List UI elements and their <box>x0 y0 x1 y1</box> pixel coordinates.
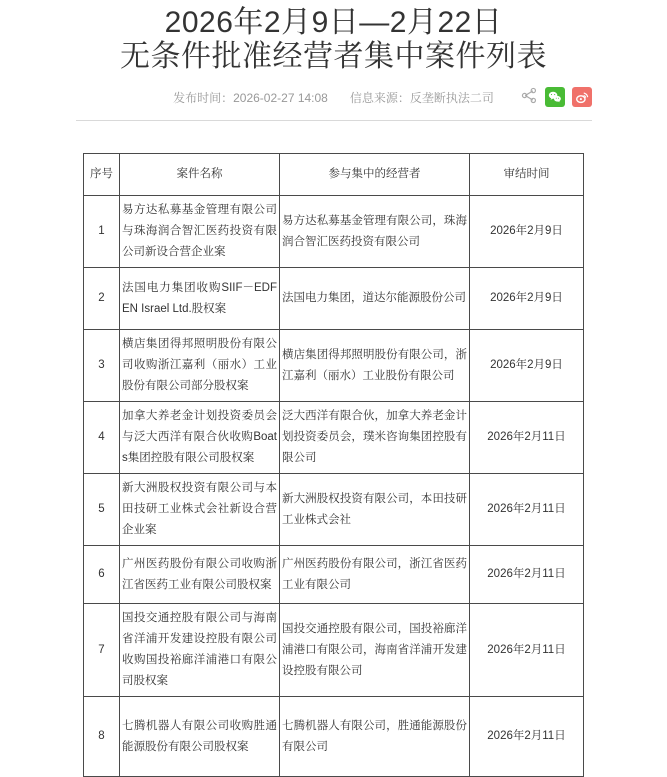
case-name-cell: 横店集团得邦照明股份有限公司收购浙江嘉利（丽水）工业股份有限公司部分股权案 <box>120 330 280 402</box>
cases-table <box>83 153 584 777</box>
case-number-cell: 5 <box>84 474 120 546</box>
weibo-share-button[interactable] <box>572 87 592 107</box>
publish-time-label: 发布时间： <box>173 91 234 105</box>
parties-cell: 泛大西洋有限合伙，加拿大养老金计划投资委员会，璞米咨询集团控股有限公司 <box>280 402 470 474</box>
case-name-cell: 新大洲股权投资有限公司与本田技研工业株式会社新设合营企业案 <box>120 474 280 546</box>
case-name-cell: 易方达私募基金管理有限公司与珠海润合智汇医药投资有限公司新设合营企业案 <box>120 196 280 268</box>
column-header-case-name: 案件名称 <box>120 154 280 196</box>
share-toolbar <box>521 87 592 107</box>
close-date-cell: 2026年2月9日 <box>470 196 584 268</box>
share-nodes-icon <box>521 87 538 107</box>
close-date-cell: 2026年2月9日 <box>470 268 584 330</box>
source-value: 反垄断执法二司 <box>409 91 494 105</box>
publish-time-value: 2026-02-27 14:08 <box>233 91 328 105</box>
case-name-cell: 国投交通控股有限公司与海南省洋浦开发建设控股有限公司收购国投裕廊洋浦港口有限公司股权案 <box>120 604 280 697</box>
table-row <box>84 330 584 402</box>
close-date-cell: 2026年2月11日 <box>470 402 584 474</box>
article-content <box>76 0 592 777</box>
case-number-cell: 3 <box>84 330 120 402</box>
wechat-icon <box>545 87 565 107</box>
parties-cell: 七腾机器人有限公司，胜通能源股份有限公司 <box>280 697 470 777</box>
case-number-cell: 8 <box>84 697 120 777</box>
parties-cell: 广州医药股份有限公司，浙江省医药工业有限公司 <box>280 546 470 604</box>
case-number-cell: 4 <box>84 402 120 474</box>
page-title-line2: 无条件批准经营者集中案件列表 <box>120 40 547 73</box>
wechat-share-button[interactable] <box>545 87 565 107</box>
table-row <box>84 268 584 330</box>
page-title <box>76 0 592 74</box>
parties-cell: 新大洲股权投资有限公司，本田技研工业株式会社 <box>280 474 470 546</box>
table-row <box>84 546 584 604</box>
article-meta-row <box>76 87 592 109</box>
case-number-cell: 1 <box>84 196 120 268</box>
case-name-cell: 广州医药股份有限公司收购浙江省医药工业有限公司股权案 <box>120 546 280 604</box>
table-row <box>84 474 584 546</box>
table-row <box>84 697 584 777</box>
parties-cell: 国投交通控股有限公司，国投裕廊洋浦港口有限公司，海南省洋浦开发建设控股有限公司 <box>280 604 470 697</box>
case-name-cell: 法国电力集团收购SIIF－EDF EN Israel Ltd.股权案 <box>120 268 280 330</box>
share-button[interactable] <box>521 87 538 107</box>
close-date-cell: 2026年2月11日 <box>470 604 584 697</box>
header-divider <box>76 120 592 121</box>
parties-cell: 易方达私募基金管理有限公司，珠海润合智汇医药投资有限公司 <box>280 196 470 268</box>
column-header-close-date: 审结时间 <box>470 154 584 196</box>
column-header-parties: 参与集中的经营者 <box>280 154 470 196</box>
parties-cell: 横店集团得邦照明股份有限公司，浙江嘉利（丽水）工业股份有限公司 <box>280 330 470 402</box>
case-number-cell: 7 <box>84 604 120 697</box>
case-number-cell: 6 <box>84 546 120 604</box>
column-header-no: 序号 <box>84 154 120 196</box>
case-name-cell: 加拿大养老金计划投资委员会与泛大西洋有限合伙收购Boats集团控股有限公司股权案 <box>120 402 280 474</box>
table-header-row <box>84 154 584 196</box>
table-row <box>84 196 584 268</box>
source-label: 信息来源： <box>349 91 410 105</box>
table-row <box>84 402 584 474</box>
close-date-cell: 2026年2月11日 <box>470 546 584 604</box>
close-date-cell: 2026年2月11日 <box>470 474 584 546</box>
article-meta <box>76 87 592 109</box>
case-name-cell: 七腾机器人有限公司收购胜通能源股份有限公司股权案 <box>120 697 280 777</box>
page-title-line1: 2026年2月9日—2月22日 <box>164 6 503 39</box>
close-date-cell: 2026年2月11日 <box>470 697 584 777</box>
weibo-icon <box>572 87 592 107</box>
close-date-cell: 2026年2月9日 <box>470 330 584 402</box>
case-number-cell: 2 <box>84 268 120 330</box>
parties-cell: 法国电力集团，道达尔能源股份公司 <box>280 268 470 330</box>
table-row <box>84 604 584 697</box>
